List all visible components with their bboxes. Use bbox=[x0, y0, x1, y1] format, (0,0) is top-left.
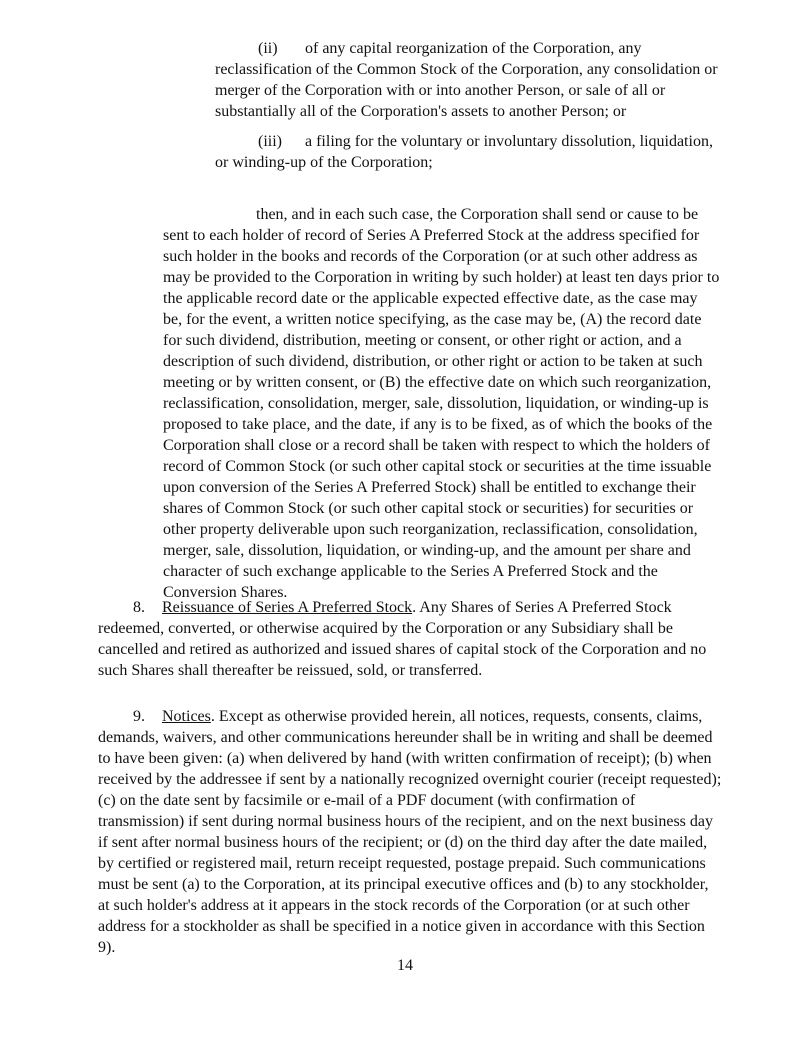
text-line: may be provided to the Corporation in writing by such holder) at least ten days prior to bbox=[163, 269, 720, 286]
text-line: reclassification of the Common Stock of the Corporation, any consolidation or bbox=[215, 61, 718, 78]
text-line: (c) on the date sent by facsimile or e-mail of a PDF document (with confirmation of bbox=[98, 792, 636, 809]
text-line: proposed to take place, and the date, if any is to be fixed, as of which the books of the bbox=[163, 416, 713, 433]
clause-ii-first-line: of any capital reorganization of the Corporation, any bbox=[305, 40, 642, 57]
text-line: other property deliverable upon such reorganization, reclassification, consolidation, bbox=[163, 521, 698, 538]
clause-ii-label: (ii) bbox=[258, 40, 278, 57]
text-line: cancelled and retired as authorized and issued shares of capital stock of the Corporation and no bbox=[98, 641, 707, 658]
text-line: to have been given: (a) when delivered by hand (with written confirmation of receipt); (b) when bbox=[98, 750, 712, 767]
text-line: such holder in the books and records of the Corporation (or at such other address as bbox=[163, 248, 698, 265]
text-line: merger, sale, dissolution, liquidation, or winding-up, and the amount per share and bbox=[163, 542, 691, 559]
section-9-heading: Notices bbox=[162, 708, 211, 725]
text-line: Conversion Shares. bbox=[163, 584, 288, 601]
text-line: if sent after normal business hours of the recipient; or (d) on the third day after the date mailed, bbox=[98, 834, 708, 851]
page-number: 14 bbox=[397, 957, 413, 974]
section-9-first-text: . Except as otherwise provided herein, all notices, requests, consents, claims, bbox=[210, 708, 703, 725]
section-9-first-line bbox=[162, 706, 702, 727]
text-line: received by the addressee if sent by a nationally recognized overnight courier (receipt requested); bbox=[98, 771, 722, 788]
text-line: or winding-up of the Corporation; bbox=[215, 154, 433, 171]
text-line: be, for the event, a written notice specifying, as the case may be, (A) the record date bbox=[163, 311, 702, 328]
text-line: Corporation shall close or a record shall be taken with respect to which the holders of bbox=[163, 437, 710, 454]
text-line: substantially all of the Corporation's assets to another Person; or bbox=[215, 103, 627, 120]
text-line: for such dividend, distribution, meeting or consent, or other right or action, and a bbox=[163, 332, 682, 349]
section-8-first-line bbox=[162, 597, 672, 618]
text-line: by certified or registered mail, return receipt requested, postage prepaid. Such communications bbox=[98, 855, 706, 872]
text-line: description of such dividend, distribution, or other right or action to be taken at such bbox=[163, 353, 703, 370]
section-8-number: 8. bbox=[133, 599, 145, 616]
text-line: must be sent (a) to the Corporation, at its principal executive offices and (b) to any stockholder, bbox=[98, 876, 709, 893]
section-8-heading: Reissuance of Series A Preferred Stock bbox=[162, 599, 413, 616]
text-line: sent to each holder of record of Series A Preferred Stock at the address specified for bbox=[163, 227, 700, 244]
text-line: shares of Common Stock (or such other capital stock or securities) for securities or bbox=[163, 500, 694, 517]
section-8-first-text: . Any Shares of Series A Preferred Stock bbox=[412, 599, 672, 616]
text-line: meeting or by written consent, or (B) the effective date on which such reorganization, bbox=[163, 374, 712, 391]
text-line: 9). bbox=[98, 939, 116, 956]
text-line: merger of the Corporation with or into another Person, or sale of all or bbox=[215, 82, 666, 99]
then-paragraph-first-line: then, and in each such case, the Corporation shall send or cause to be bbox=[256, 206, 699, 223]
text-line: at such holder's address at it appears in the stock records of the Corporation (or at such other bbox=[98, 897, 690, 914]
text-line: character of such exchange applicable to the Series A Preferred Stock and the bbox=[163, 563, 658, 580]
text-line: address for a stockholder as shall be specified in a notice given in accordance with this Section bbox=[98, 918, 705, 935]
text-line: reclassification, consolidation, merger, sale, dissolution, liquidation, or winding-up is bbox=[163, 395, 709, 412]
text-line: such Shares shall thereafter be reissued, sold, or transferred. bbox=[98, 662, 483, 679]
text-line: upon conversion of the Series A Preferred Stock) shall be entitled to exchange their bbox=[163, 479, 696, 496]
text-line: the applicable record date or the applicable expected effective date, as the case may bbox=[163, 290, 698, 307]
section-9-number: 9. bbox=[133, 708, 145, 725]
text-line: transmission) if sent during normal business hours of the recipient, and on the next business day bbox=[98, 813, 714, 830]
text-line: redeemed, converted, or otherwise acquired by the Corporation or any Subsidiary shall be bbox=[98, 620, 673, 637]
text-line: record of Common Stock (or such other capital stock or securities at the time issuable bbox=[163, 458, 712, 475]
clause-iii-label: (iii) bbox=[258, 133, 282, 150]
clause-iii-first-line: a filing for the voluntary or involuntary dissolution, liquidation, bbox=[305, 133, 713, 150]
text-line: demands, waivers, and other communications hereunder shall be in writing and shall be deemed bbox=[98, 729, 713, 746]
